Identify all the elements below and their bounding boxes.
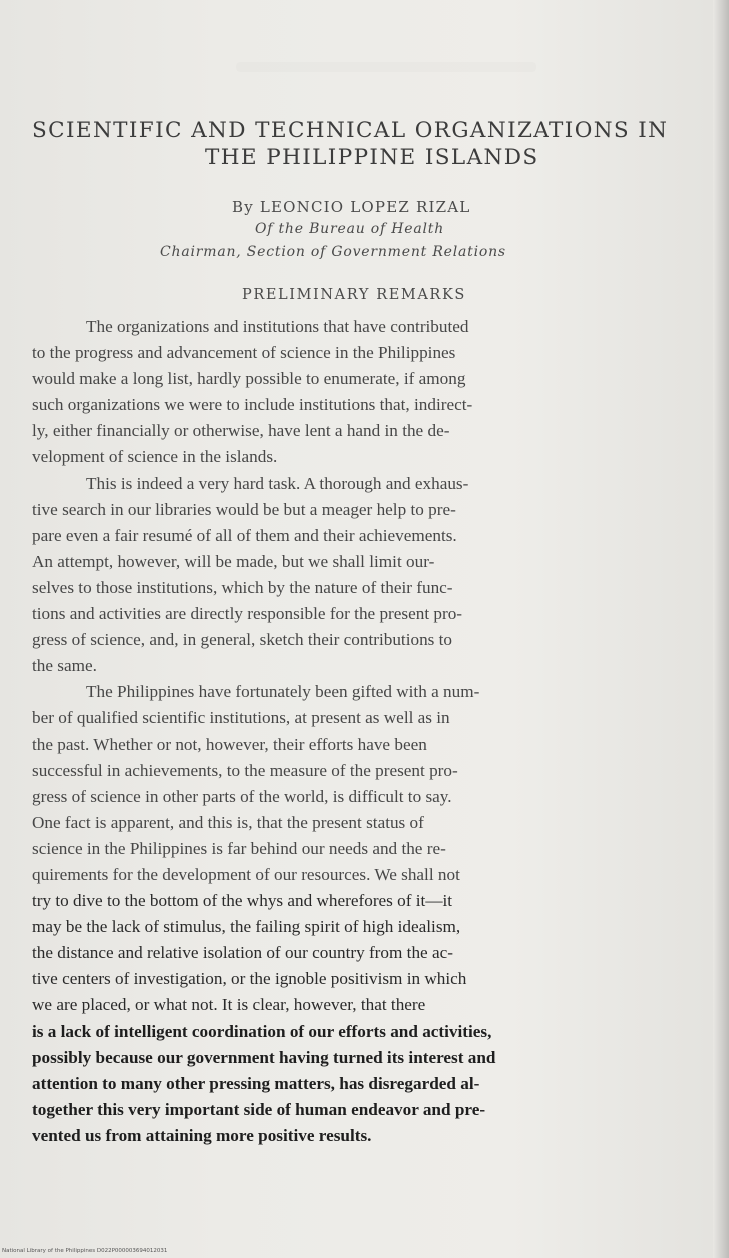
text-line: gress of science, and, in general, sketch their contributions to bbox=[32, 630, 453, 650]
text-line: would make a long list, hardly possible to enumerate, if among bbox=[32, 369, 466, 389]
text-line: The Philippines have fortunately been gifted with a num- bbox=[86, 682, 480, 702]
text-line: An attempt, however, will be made, but we shall limit our- bbox=[32, 551, 435, 571]
section-heading: PRELIMINARY REMARKS bbox=[242, 287, 466, 303]
text-line: One fact is apparent, and this is, that the present status of bbox=[32, 812, 424, 832]
text-line: such organizations we were to include institutions that, indirect- bbox=[32, 395, 473, 415]
text-line: may be the lack of stimulus, the failing spirit of high idealism, bbox=[32, 917, 461, 937]
text-line: quirements for the development of our resources. We shall not bbox=[32, 864, 460, 884]
text-line: we are placed, or what not. It is clear, however, that there bbox=[32, 995, 426, 1015]
text-line: ber of qualified scientific institutions, at present as well as in bbox=[32, 708, 450, 728]
text-line: science in the Philippines is far behind our needs and the re- bbox=[32, 838, 446, 858]
article-title-line-1: SCIENTIFIC AND TECHNICAL ORGANIZATIONS IN bbox=[32, 118, 669, 143]
author-affiliation: Of the Bureau of Health bbox=[255, 221, 445, 237]
text-line: gress of science in other parts of the world, is difficult to say. bbox=[32, 786, 452, 806]
archive-footer: National Library of the Philippines D022P000003694012031 bbox=[2, 1248, 168, 1254]
text-line: possibly because our government having turned its interest and bbox=[32, 1047, 496, 1067]
text-line: successful in achievements, to the measure of the present pro- bbox=[32, 760, 458, 780]
text-line: the distance and relative isolation of our country from the ac- bbox=[32, 943, 453, 963]
text-line: This is indeed a very hard task. A thorough and exhaus- bbox=[86, 473, 469, 493]
text-line: the same. bbox=[32, 656, 97, 676]
text-line: the past. Whether or not, however, their efforts have been bbox=[32, 734, 427, 754]
text-line: velopment of science in the islands. bbox=[32, 447, 278, 467]
text-line: The organizations and institutions that have contributed bbox=[86, 317, 469, 336]
text-line: pare even a fair resumé of all of them and their achievements. bbox=[32, 525, 457, 545]
text-line: ly, either financially or otherwise, have lent a hand in the de- bbox=[32, 421, 450, 441]
bleed-through-mark bbox=[236, 62, 536, 72]
text-line: tions and activities are directly responsible for the present pro- bbox=[32, 604, 463, 624]
text-line: tive search in our libraries would be but a meager help to pre- bbox=[32, 499, 456, 519]
text-line: try to dive to the bottom of the whys and wherefores of it—it bbox=[32, 891, 453, 911]
author-position: Chairman, Section of Government Relations bbox=[160, 244, 506, 260]
text-line: attention to many other pressing matters, has disregarded al- bbox=[32, 1073, 480, 1093]
body-text bbox=[32, 314, 722, 1149]
author-byline: By LEONCIO LOPEZ RIZAL bbox=[232, 198, 471, 216]
article-title-line-2: THE PHILIPPINE ISLANDS bbox=[205, 145, 539, 170]
text-line: selves to those institutions, which by the nature of their func- bbox=[32, 577, 453, 597]
text-line: is a lack of intelligent coordination of our efforts and activities, bbox=[32, 1021, 492, 1041]
text-line: to the progress and advancement of science in the Philippines bbox=[32, 343, 456, 363]
text-line: vented us from attaining more positive results. bbox=[32, 1125, 372, 1145]
text-line: tive centers of investigation, or the ignoble positivism in which bbox=[32, 969, 467, 989]
text-line: together this very important side of human endeavor and pre- bbox=[32, 1099, 486, 1119]
